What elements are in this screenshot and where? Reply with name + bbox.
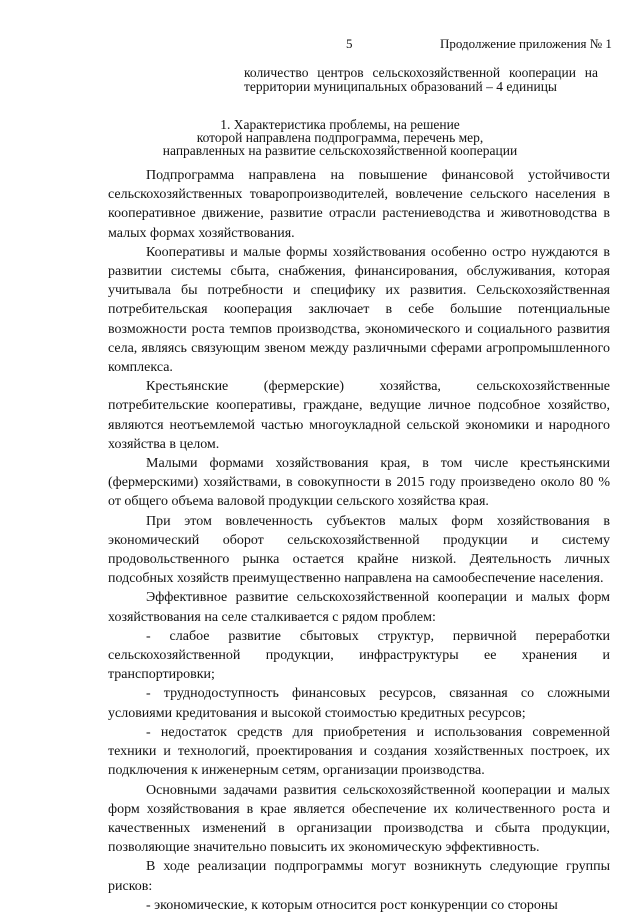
paragraph: Малыми формами хозяйствования края, в том числе крестьянскими (фермерскими) хозяйствами, в совокупности в 2015 году произведено около 80 % от общего объема валовой продукции сельского хозяйства края. [108, 456, 610, 510]
continued-text-fragment: количество центров сельскохозяйственной кооперации на территории муниципальных образований – 4 единицы [244, 65, 598, 94]
list-item: - труднодоступность финансовых ресурсов, связанная со сложными условиями кредитования и высокой стоимостью кредитных ресурсов; [108, 686, 610, 721]
list-item: - экономические, к которым относится рост конкуренции со стороны [146, 897, 558, 913]
list-item: - слабое развитие сбытовых структур, первичной переработки сельскохозяйственной продукции, инфраструктуры ее хранения и транспортировки; [108, 628, 610, 683]
paragraph: Крестьянские (фермерские) хозяйства, сельскохозяйственные потребительские кооперативы, граждане, ведущие личное подсобное хозяйство, являются неотъемлемой частью многоукладной сельской экономики и народного хозяйства в целом. [108, 379, 610, 452]
paragraph: В ходе реализации подпрограммы могут возникнуть следующие группы рисков: [108, 859, 610, 894]
section-heading-line: 1. Характеристика проблемы, на решение [220, 117, 460, 132]
paragraph: Подпрограмма направлена на повышение финансовой устойчивости сельскохозяйственных товаропроизводителей, вовлечение сельского населения в кооперативное движение, развитие отрасли растениеводства и животноводства в малых формах хозяйствования. [108, 168, 610, 241]
paragraph: Кооперативы и малые формы хозяйствования особенно остро нуждаются в развитии системы сбыта, снабжения, финансирования, обслуживания, которая учитывала бы потребности и специфику их развития. Сельскохозяйственная потребительская кооперация заключает в себе большие потенциальные возможности роста темпов производства, экономического и социального развития села, являясь связующим звеном между различными сферами агропромышленного комплекса. [108, 244, 610, 376]
section-heading-line: направленных на развитие сельскохозяйственной кооперации [162, 143, 518, 158]
paragraph: Эффективное развитие сельскохозяйственной кооперации и малых форм хозяйствования на селе сталкивается с рядом проблем: [108, 590, 610, 625]
section-heading-line: которой направлена подпрограмма, перечень мер, [196, 130, 484, 145]
section-heading [130, 118, 550, 157]
appendix-continuation-label: Продолжение приложения № 1 [440, 36, 612, 51]
list-item: - недостаток средств для приобретения и использования современной техники и технологий, проектирования и создания хозяйственных построек, их подключения к инженерным сетям, организации производства. [108, 724, 610, 779]
paragraph: При этом вовлеченность субъектов малых форм хозяйствования в экономический оборот сельскохозяйственной продукции и систему продовольственного рынка остается крайне низкой. Деятельность личных подсобных хозяйств преимущественно направлена на самообеспечение населения. [108, 513, 610, 587]
page-number: 5 [346, 36, 353, 51]
paragraph: Основными задачами развития сельскохозяйственной кооперации и малых форм хозяйствования в крае является обеспечение их количественного роста и качественных изменений в организации производства и сбыта продукции, позволяющие значительно повысить их экономическую эффективность. [108, 782, 610, 856]
body-text [108, 166, 610, 915]
